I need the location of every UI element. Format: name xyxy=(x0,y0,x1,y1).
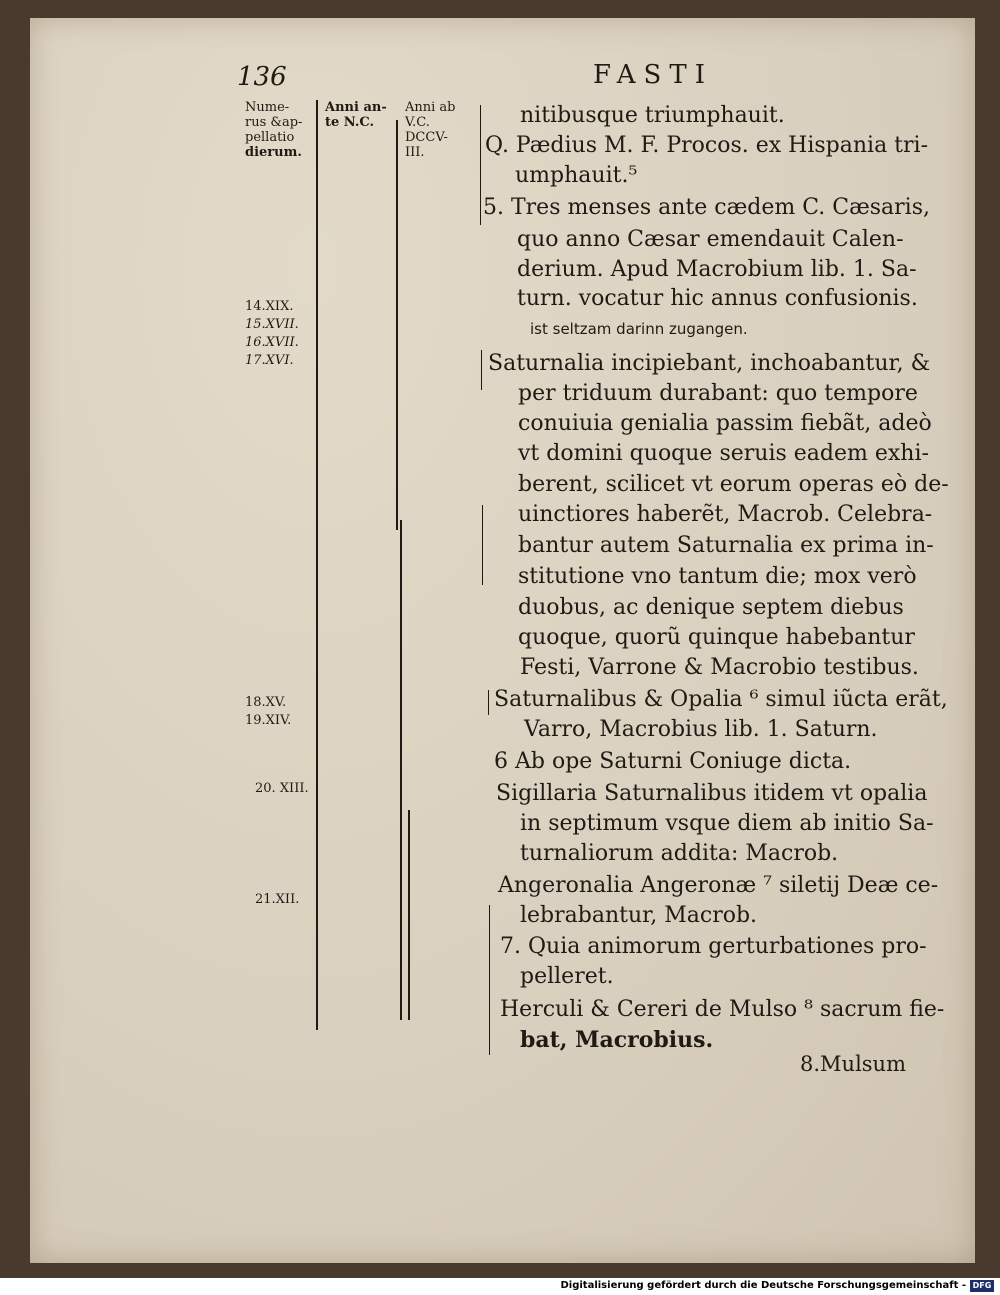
text-line: 7. Quia animorum gerturbationes pro- xyxy=(500,934,927,959)
column-heading-line: dierum. xyxy=(245,145,302,160)
text-line: 6 Ab ope Saturni Coniuge dicta. xyxy=(494,749,852,774)
day-number: 18.XV. xyxy=(245,695,287,710)
text-line: conuiuia genialia passim fiebãt, adeò xyxy=(518,411,932,436)
column-rule xyxy=(481,350,482,390)
text-line: Saturnalia incipiebant, inchoabantur, & xyxy=(488,351,931,376)
text-line: Varro, Macrobius lib. 1. Saturn. xyxy=(524,717,878,742)
text-line: Saturnalibus & Opalia ⁶ simul iũcta erãt, xyxy=(494,687,948,712)
text-line: uinctiores haberẽt, Macrob. Celebra- xyxy=(518,502,933,527)
text-line: Angeronalia Angeronæ ⁷ siletij Deæ ce- xyxy=(498,873,939,898)
running-head: FASTI xyxy=(593,60,713,90)
day-number: 14.XIX. xyxy=(245,299,294,314)
text-line: Festi, Varrone & Macrobio testibus. xyxy=(520,655,919,680)
text-line: pelleret. xyxy=(520,964,614,989)
column-rule xyxy=(396,120,398,530)
day-number: 15.XVII. xyxy=(245,317,299,332)
text-line: lebrabantur, Macrob. xyxy=(520,903,758,928)
text-line: stitutione vno tantum die; mox verò xyxy=(518,564,917,589)
text-line: vt domini quoque seruis eadem exhi- xyxy=(518,441,929,466)
column-heading-line: III. xyxy=(405,145,425,160)
day-number: 20. XIII. xyxy=(255,781,309,796)
column-rule xyxy=(488,690,489,715)
text-line: per triduum durabant: quo tempore xyxy=(518,381,918,406)
column-heading-line: Anni an- xyxy=(325,100,387,115)
column-rule xyxy=(480,105,481,225)
text-line: quo anno Cæsar emendauit Calen- xyxy=(517,227,904,252)
column-heading-years-before xyxy=(325,100,387,130)
footer-credit: Digitalisierung gefördert durch die Deutsche Forschungsgemeinschaft - xyxy=(560,1280,966,1291)
column-heading-years-from-founding xyxy=(405,100,456,160)
column-rule xyxy=(400,520,402,1020)
digitization-footer xyxy=(0,1278,1000,1295)
column-rule xyxy=(408,810,410,1020)
day-number: 21.XII. xyxy=(255,892,300,907)
text-line: nitibusque triumphauit. xyxy=(520,103,785,128)
day-number: 19.XIV. xyxy=(245,713,292,728)
column-heading-line: te N.C. xyxy=(325,115,375,130)
text-line-gloss: ist seltzam darinn zugangen. xyxy=(530,320,748,338)
text-line: umphauit.⁵ xyxy=(515,163,638,188)
text-line: duobus, ac denique septem diebus xyxy=(518,595,904,620)
text-line: in septimum vsque diem ab initio Sa- xyxy=(520,811,934,836)
text-line: quoque, quorũ quinque habebantur xyxy=(518,625,915,650)
text-line: 5. Tres menses ante cædem C. Cæsaris, xyxy=(483,195,931,220)
column-heading-line: Nume- xyxy=(245,100,290,115)
page-number: 136 xyxy=(237,62,287,92)
day-number: 16.XVII. xyxy=(245,335,299,350)
dfg-logo: DFG xyxy=(970,1280,994,1292)
text-line: Sigillaria Saturnalibus itidem vt opalia xyxy=(496,781,928,806)
column-rule xyxy=(482,505,483,585)
text-line: bat, Macrobius. xyxy=(520,1027,714,1053)
text-line: berent, scilicet vt eorum operas eò de- xyxy=(518,472,949,497)
catchword: 8.Mulsum xyxy=(800,1052,906,1076)
text-line: turn. vocatur hic annus confusionis. xyxy=(517,286,918,311)
text-line: bantur autem Saturnalia ex prima in- xyxy=(518,533,934,558)
text-line: Herculi & Cereri de Mulso ⁸ sacrum fie- xyxy=(500,997,945,1022)
text-line: Q. Pædius M. F. Procos. ex Hispania tri- xyxy=(485,133,929,158)
column-rule xyxy=(489,905,490,1055)
text-line: turnaliorum addita: Macrob. xyxy=(520,841,839,866)
column-heading-line: V.C. xyxy=(405,115,430,130)
day-number: 17.XVI. xyxy=(245,353,294,368)
column-heading-line: pellatio xyxy=(245,130,295,145)
column-heading-days xyxy=(245,100,302,160)
column-heading-line: Anni ab xyxy=(405,100,456,115)
text-line: derium. Apud Macrobium lib. 1. Sa- xyxy=(517,257,917,282)
column-rule xyxy=(316,100,318,1030)
column-heading-line: DCCV- xyxy=(405,130,448,145)
column-heading-line: rus &ap- xyxy=(245,115,303,130)
